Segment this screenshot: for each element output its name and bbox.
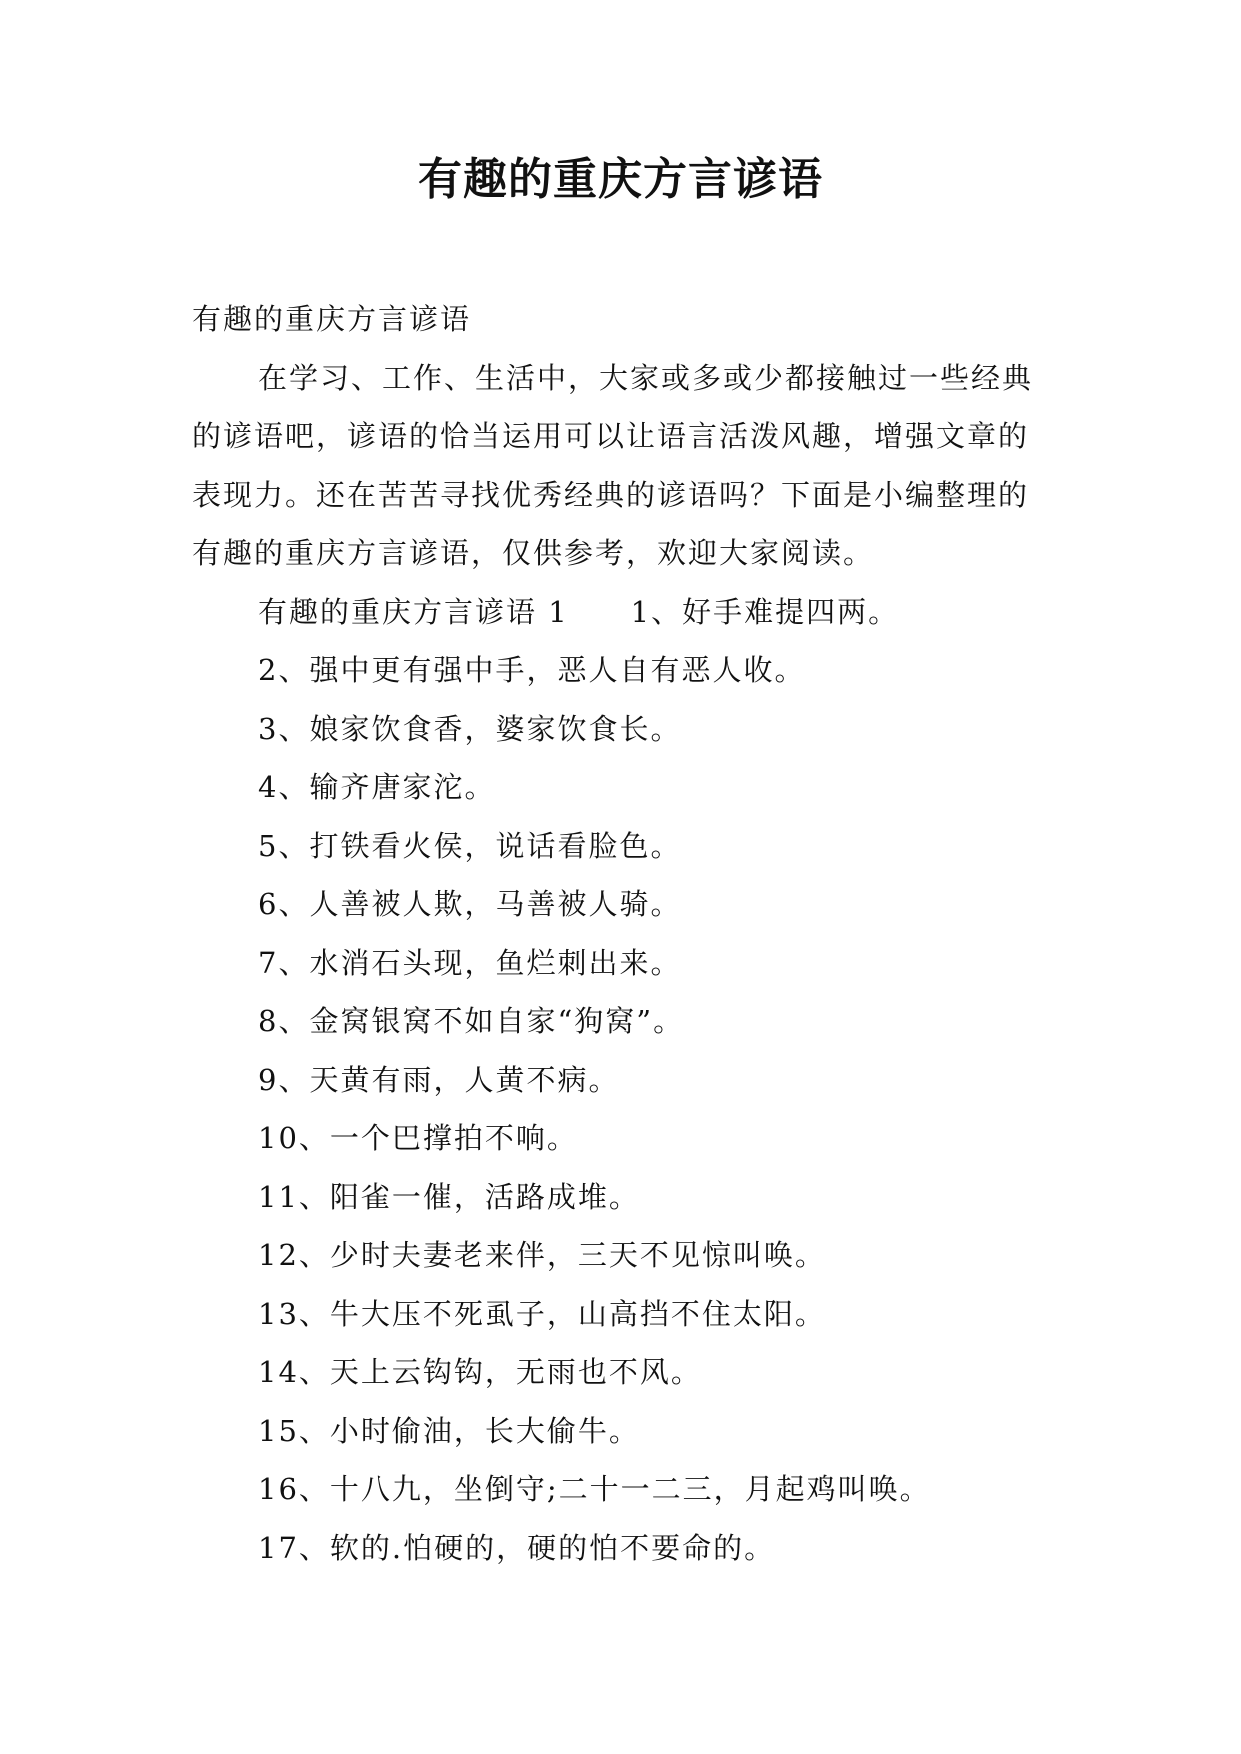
proverb-item: 5、打铁看火侯，说话看脸色。	[258, 828, 682, 863]
proverb-item: 13、牛大压不死虱子，山高挡不住太阳。	[258, 1296, 826, 1331]
section-heading-line	[192, 583, 1052, 642]
document-subtitle: 有趣的重庆方言谚语	[192, 302, 472, 336]
proverb-item: 10、一个巴撑拍不响。	[258, 1121, 578, 1155]
proverb-item: 7、水消石头现，鱼烂刺出来。	[258, 945, 682, 980]
proverb-item: 14、天上云钩钩，无雨也不风。	[258, 1355, 702, 1389]
proverb-item: 3、娘家饮食香，婆家饮食长。	[258, 711, 682, 746]
intro-paragraph: 在学习、工作、生活中，大家或多或少都接触过一些经典的谚语吧，谚语的恰当运用可以让语言活泼风趣，增强文章的表现力。还在苦苦寻找优秀经典的谚语吗？下面是小编整理的有趣的重庆方言谚语，仅供参考，欢迎大家阅读。	[192, 360, 1034, 570]
proverb-item: 8、金窝银窝不如自家“狗窝”。	[258, 1004, 685, 1038]
section-heading: 有趣的重庆方言谚语 1	[258, 594, 569, 629]
proverb-item: 15、小时偷油，长大偷牛。	[258, 1413, 640, 1448]
proverb-item: 12、少时夫妻老来伴，三天不见惊叫唤。	[258, 1238, 826, 1272]
proverb-item: 17、软的.怕硬的，硬的怕不要命的。	[258, 1530, 776, 1565]
proverb-item: 6、人善被人欺，马善被人骑。	[258, 887, 682, 921]
proverb-item: 16、十八九，坐倒守;二十一二三，月起鸡叫唤。	[258, 1472, 931, 1506]
document-body	[192, 290, 1052, 1577]
proverb-item: 4、输齐唐家沱。	[258, 770, 496, 804]
proverb-item: 9、天黄有雨，人黄不病。	[258, 1062, 620, 1097]
document-title: 有趣的重庆方言谚语	[418, 154, 823, 205]
proverb-item: 11、阳雀一催，活路成堆。	[258, 1179, 640, 1214]
proverb-item: 2、强中更有强中手，恶人自有恶人收。	[258, 653, 806, 687]
proverb-item: 1、好手难提四两。	[630, 594, 900, 629]
